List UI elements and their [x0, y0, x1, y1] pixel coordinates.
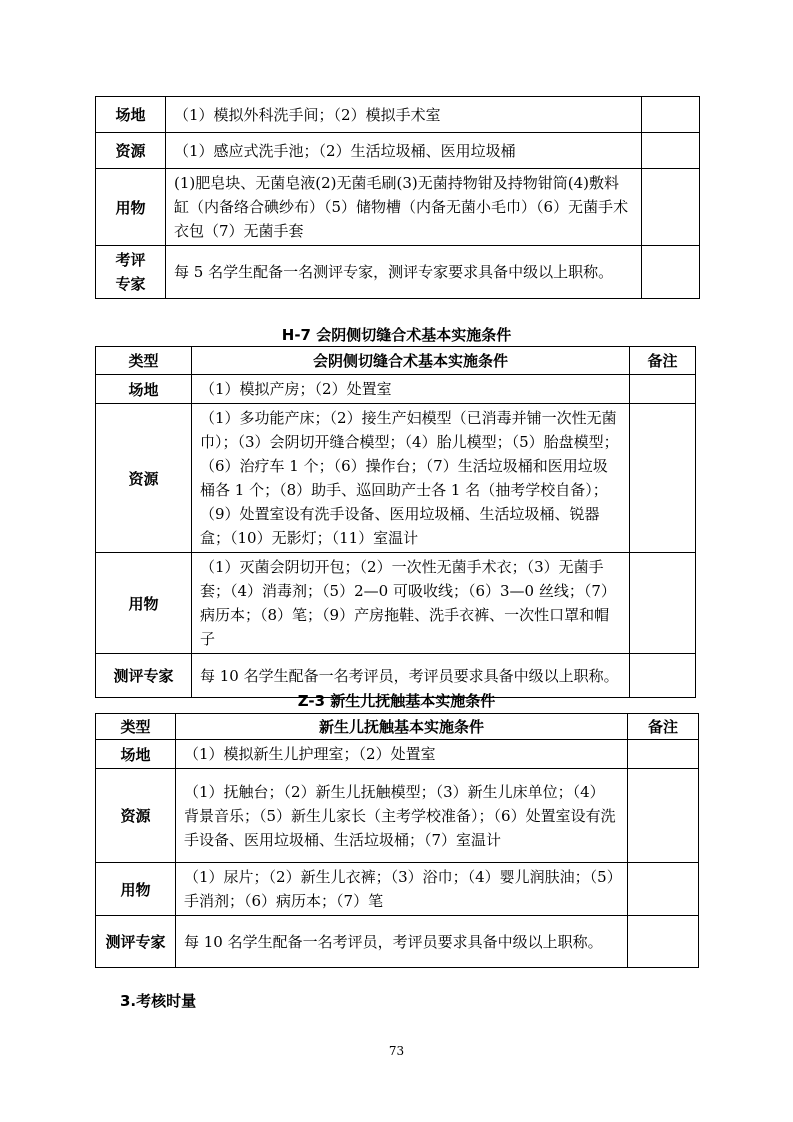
row-label: 资源: [96, 404, 192, 553]
section-heading: 3.考核时量: [120, 992, 197, 1010]
row-content: 每 5 名学生配备一名测评专家，测评专家要求具备中级以上职称。: [166, 246, 642, 299]
row-note: [628, 863, 699, 916]
header-type: 类型: [96, 714, 176, 740]
row-content: （1）模拟外科洗手间；（2）模拟手术室: [166, 97, 642, 133]
table-row: [96, 740, 699, 769]
table-row: [96, 133, 700, 169]
row-content: （1）灭菌会阴切开包；（2）一次性无菌手术衣；（3）无菌手套；（4）消毒剂；（5）2—0 可吸收线；（6）3—0 丝线；（7）病历本；（8）笔；（9）产房拖鞋、洗手衣裤、一次性口罩和帽子: [192, 553, 630, 654]
row-label: 用物: [96, 863, 176, 916]
row-note: [628, 916, 699, 968]
row-content: 每 10 名学生配备一名考评员，考评员要求具备中级以上职称。: [192, 654, 630, 698]
header-content: 会阴侧切缝合术基本实施条件: [192, 347, 630, 375]
row-content: （1）尿片；（2）新生儿衣裤；（3）浴巾；（4）婴儿润肤油；（5）手消剂；（6）病历本；（7）笔: [176, 863, 628, 916]
row-note: [642, 97, 700, 133]
row-content: （1）模拟新生儿护理室；（2）处置室: [176, 740, 628, 769]
table-row: [96, 97, 700, 133]
table-header-row: [96, 714, 699, 740]
header-note: 备注: [630, 347, 696, 375]
row-label: 资源: [96, 769, 176, 863]
row-label: 场地: [96, 375, 192, 404]
row-note: [642, 169, 700, 246]
row-label: 用物: [96, 169, 166, 246]
table-caption: Z-3 新生儿抚触基本实施条件: [297, 692, 496, 710]
row-note: [628, 769, 699, 863]
table-row: [96, 863, 699, 916]
table-row: [96, 404, 696, 553]
table-row: [96, 169, 700, 246]
table-row: [96, 916, 699, 968]
header-content: 新生儿抚触基本实施条件: [176, 714, 628, 740]
row-note: [630, 404, 696, 553]
table-surgical-handwash: [95, 96, 700, 299]
header-note: 备注: [628, 714, 699, 740]
row-note: [630, 375, 696, 404]
table-row: [96, 769, 699, 863]
row-content: （1）多功能产床；（2）接生产妇模型（已消毒并铺一次性无菌巾）；（3）会阴切开缝合模型；（4）胎儿模型；（5）胎盘模型；（6）治疗车 1 个；（6）操作台；（7）生活垃圾桶和医用垃圾桶各 1 个；（8）助手、巡回助产士各 1 名（抽考学校自备）；（9）处置室设有洗手设备、医用垃圾桶、生活垃圾桶、锐器盒；（10）无影灯；（11）室温计: [192, 404, 630, 553]
row-label: 测评专家: [96, 654, 192, 698]
row-content: (1)肥皂块、无菌皂液(2)无菌毛刷(3)无菌持物钳及持物钳筒(4)敷料缸（内备络合碘纱布）（5）储物槽（内备无菌小毛巾）（6）无菌手术衣包（7）无菌手套: [166, 169, 642, 246]
row-content: （1）感应式洗手池；（2）生活垃圾桶、医用垃圾桶: [166, 133, 642, 169]
header-type: 类型: [96, 347, 192, 375]
table-row: [96, 375, 696, 404]
row-note: [642, 246, 700, 299]
row-label: 测评专家: [96, 916, 176, 968]
row-content: （1）模拟产房；（2）处置室: [192, 375, 630, 404]
row-label: 资源: [96, 133, 166, 169]
row-note: [630, 553, 696, 654]
row-label: 场地: [96, 740, 176, 769]
row-content: （1）抚触台；（2）新生儿抚触模型；（3）新生儿床单位；（4）背景音乐；（5）新生儿家长（主考学校准备）；（6）处置室设有洗手设备、医用垃圾桶、生活垃圾桶；（7）室温计: [176, 769, 628, 863]
table-caption: H-7 会阴侧切缝合术基本实施条件: [281, 326, 512, 344]
table-row: [96, 246, 700, 299]
row-note: [628, 740, 699, 769]
page-number: 73: [388, 1044, 405, 1058]
row-label: 用物: [96, 553, 192, 654]
row-content: 每 10 名学生配备一名考评员，考评员要求具备中级以上职称。: [176, 916, 628, 968]
row-label: 考评 专家: [96, 246, 166, 299]
row-label: 场地: [96, 97, 166, 133]
table-newborn-touch: [95, 713, 699, 968]
table-episiotomy-repair: [95, 346, 696, 698]
row-note: [642, 133, 700, 169]
table-row: [96, 553, 696, 654]
table-header-row: [96, 347, 696, 375]
